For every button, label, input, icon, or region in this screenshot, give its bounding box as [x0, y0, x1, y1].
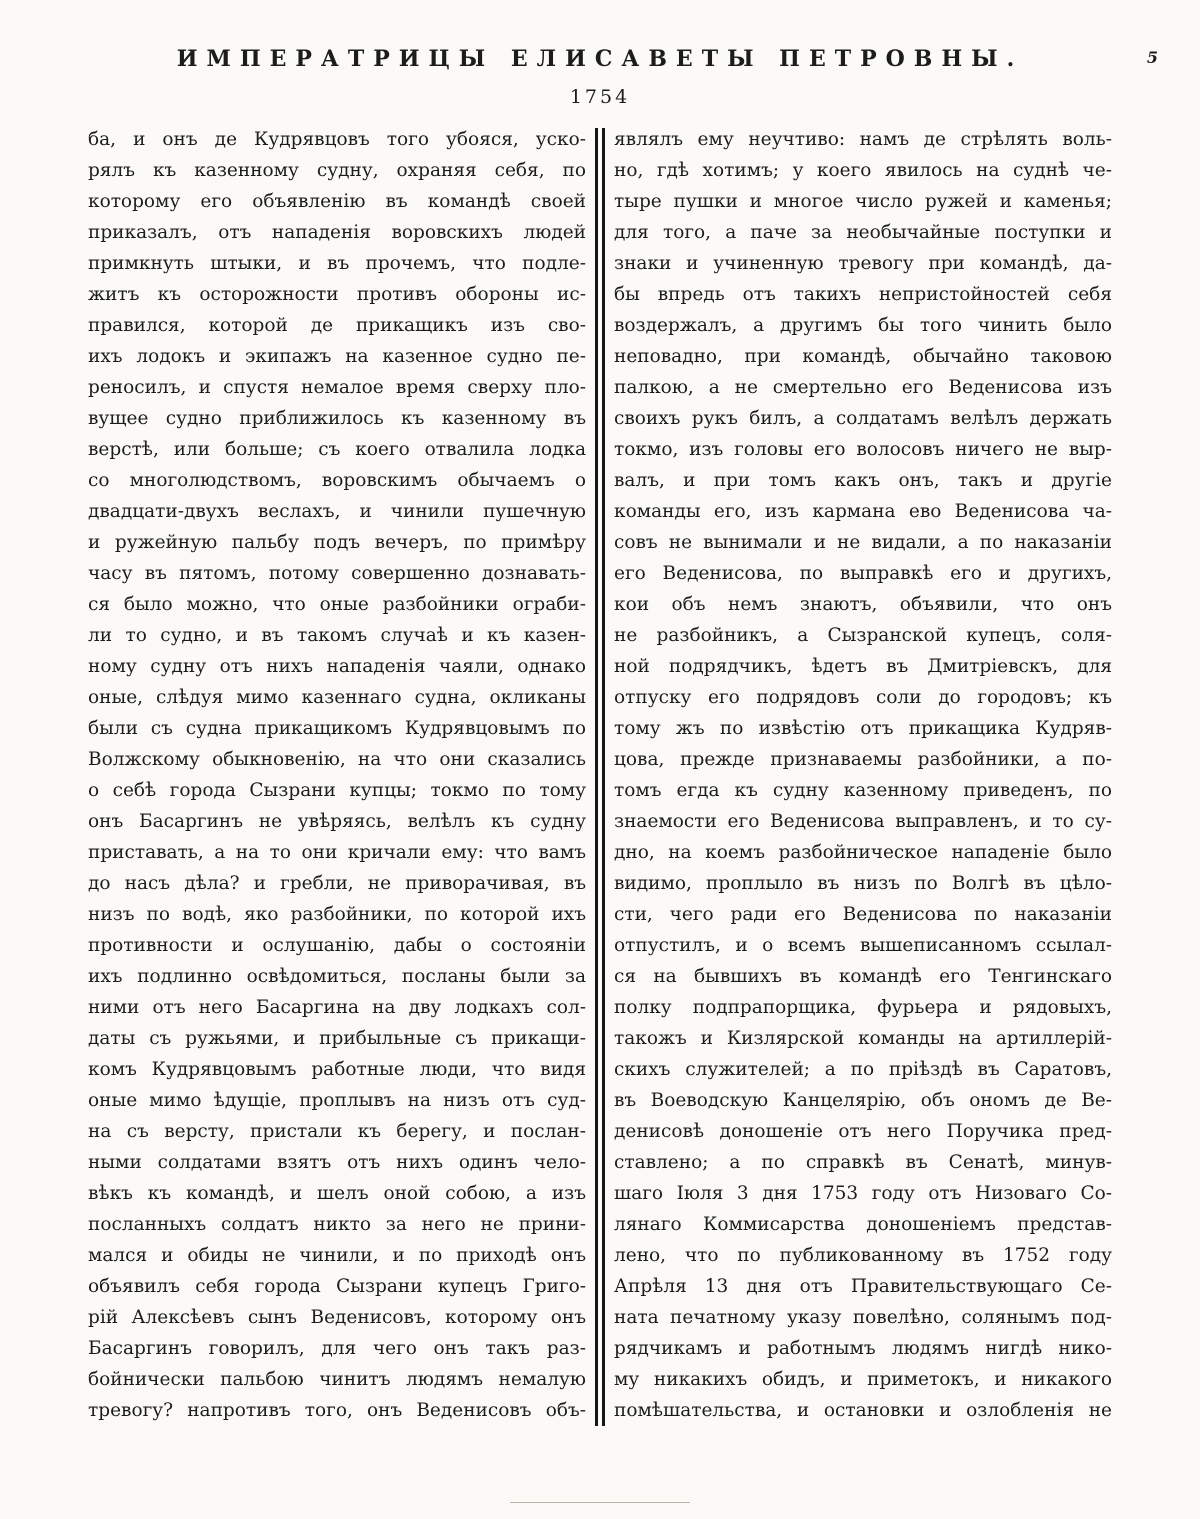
page-number: 5: [1146, 48, 1158, 67]
text-line: приказалъ, отъ нападенія воровскихъ людей: [88, 222, 586, 243]
text-line: Басаргинъ говорилъ, для чего онъ такъ раз-: [88, 1338, 586, 1359]
text-line: дно, на коемъ разбойническое нападеніе было: [614, 842, 1112, 863]
text-line: му никакихъ обидъ, и приметокъ, и никакого: [614, 1369, 1112, 1390]
left-text-column: [88, 124, 586, 1426]
text-line: команды его, изъ кармана ево Веденисова ча-: [614, 501, 1112, 522]
text-line: вущее судно приближилось къ казенному въ: [88, 408, 586, 429]
text-line: такожъ и Кизлярской команды на артиллерій-: [614, 1028, 1112, 1049]
text-line: его Веденисова, по выправкѣ его и другихъ,: [614, 563, 1112, 584]
text-line: полку подпрапорщика, фурьера и рядовыхъ,: [614, 997, 1112, 1018]
text-line: приставать, а на то они кричали ему: что вамъ: [88, 842, 586, 863]
text-line: денисовѣ доношеніе отъ него Поручика пред-: [614, 1121, 1112, 1142]
two-column-text-block: [88, 124, 1112, 1426]
text-line: часу въ пятомъ, потому совершенно дознавать-: [88, 563, 586, 584]
text-line: рій Алексѣевъ сынъ Веденисовъ, которому онъ: [88, 1307, 586, 1328]
text-line: житъ къ осторожности противъ обороны ис-: [88, 284, 586, 305]
text-line: противности и ослушанію, дабы о состояніи: [88, 935, 586, 956]
text-line: видимо, проплыло въ низъ по Волгѣ въ цѣло-: [614, 873, 1112, 894]
text-line: сти, чего ради его Веденисова по наказаніи: [614, 904, 1112, 925]
text-line: со многолюдствомъ, воровскимъ обычаемъ о: [88, 470, 586, 491]
text-line: ихъ лодокъ и экипажъ на казенное судно пе-: [88, 346, 586, 367]
text-line: и ружейную пальбу подъ вечеръ, по примѣру: [88, 532, 586, 553]
text-line: валъ, и при томъ какъ онъ, такъ и другіе: [614, 470, 1112, 491]
text-line: даты съ ружьями, и прибыльные съ прикащи-: [88, 1028, 586, 1049]
text-line: ными солдатами взятъ отъ нихъ одинъ чело-: [88, 1152, 586, 1173]
text-line: о себѣ города Сызрани купцы; токмо по тому: [88, 780, 586, 801]
page-header: [88, 46, 1158, 80]
page-title: ИМПЕРАТРИЦЫ ЕЛИСАВЕТЫ ПЕТРОВНЫ.: [176, 46, 1024, 72]
text-line: лено, что по публикованному въ 1752 году: [614, 1245, 1112, 1266]
text-line: ними отъ него Басаргина на дву лодкахъ сол-: [88, 997, 586, 1018]
text-line: были съ судна прикащикомъ Кудрявцовымъ по: [88, 718, 586, 739]
text-line: отпуску его подрядовъ соли до городовъ; къ: [614, 687, 1112, 708]
text-line: Волжскому обыкновенію, на что они сказались: [88, 749, 586, 770]
text-line: ной подрядчикъ, ѣдетъ въ Дмитріевскъ, для: [614, 656, 1112, 677]
text-line: примкнуть штыки, и въ прочемъ, что подле-: [88, 253, 586, 274]
text-line: своихъ рукъ билъ, а солдатамъ велѣлъ держать: [614, 408, 1112, 429]
year-heading: 1754: [569, 86, 631, 108]
text-line: ся на бывшихъ въ командѣ его Тенгинскаго: [614, 966, 1112, 987]
text-line: тому жъ по извѣстію отъ прикащика Кудряв-: [614, 718, 1112, 739]
text-line: кои объ немъ знаютъ, объявили, что онъ: [614, 594, 1112, 615]
text-line: посланныхъ солдатъ никто за него не прини-: [88, 1214, 586, 1235]
text-line: ната печатному указу повелѣно, солянымъ под-: [614, 1307, 1112, 1328]
text-line: палкою, а не смертельно его Веденисова изъ: [614, 377, 1112, 398]
text-line: оные, слѣдуя мимо казеннаго судна, окликаны: [88, 687, 586, 708]
text-line: цова, прежде признаваемы разбойники, а по-: [614, 749, 1112, 770]
text-line: токмо, изъ головы его волосовъ ничего не выр-: [614, 439, 1112, 460]
text-line: оные мимо ѣдущіе, проплывъ на низъ отъ суд-: [88, 1090, 586, 1111]
text-line: Апрѣля 13 дня отъ Правительствующаго Се-: [614, 1276, 1112, 1297]
text-line: ли то судно, и въ такомъ случаѣ и къ казен-: [88, 625, 586, 646]
text-line: но, гдѣ хотимъ; у коего явилось на суднѣ че-: [614, 160, 1112, 181]
text-line: совъ не вынимали и не видали, а по наказаніи: [614, 532, 1112, 553]
text-line: скихъ служителей; а по пріѣздѣ въ Саратовъ,: [614, 1059, 1112, 1080]
text-line: не разбойникъ, а Сызранской купецъ, соля-: [614, 625, 1112, 646]
text-line: шаго Іюля 3 дня 1753 году отъ Низоваго Со-: [614, 1183, 1112, 1204]
text-line: неповадно, при командѣ, обычайно таковою: [614, 346, 1112, 367]
footer-rule: [510, 1502, 690, 1503]
text-line: въ Воеводскую Канцелярію, объ ономъ де Ве-: [614, 1090, 1112, 1111]
text-line: онъ Басаргинъ не увѣряясь, велѣлъ къ судну: [88, 811, 586, 832]
text-line: объявилъ себя города Сызрани купецъ Григо-: [88, 1276, 586, 1297]
text-line: лянаго Коммисарства доношеніемъ представ-: [614, 1214, 1112, 1235]
right-text-column: [614, 124, 1112, 1426]
text-line: до насъ дѣла? и гребли, не приворачивая, въ: [88, 873, 586, 894]
text-line: знаемости его Веденисова выправленъ, и то су-: [614, 811, 1112, 832]
text-line: верстѣ, или больше; съ коего отвалила лодка: [88, 439, 586, 460]
text-line: мался и обиды не чинили, и по приходѣ онъ: [88, 1245, 586, 1266]
text-line: ба, и онъ де Кудрявцовъ того убояся, уско-: [88, 129, 586, 150]
text-line: томъ егда къ судну казенному приведенъ, по: [614, 780, 1112, 801]
text-line: воздержалъ, а другимъ бы того чинить было: [614, 315, 1112, 336]
text-line: низъ по водѣ, яко разбойники, по которой ихъ: [88, 904, 586, 925]
text-line: правился, которой де прикащикъ изъ сво-: [88, 315, 586, 336]
text-line: ставлено; а по справкѣ въ Сенатѣ, минув-: [614, 1152, 1112, 1173]
text-line: рядчикамъ и работнымъ людямъ нигдѣ нико-: [614, 1338, 1112, 1359]
text-line: тревогу? напротивъ того, онъ Веденисовъ объ-: [88, 1400, 586, 1421]
text-line: помѣшательства, и остановки и озлобленія не: [614, 1400, 1112, 1421]
text-line: которому его объявленію въ командѣ своей: [88, 191, 586, 212]
text-line: бойнически пальбою чинитъ людямъ немалую: [88, 1369, 586, 1390]
text-line: знаки и учиненную тревогу при командѣ, да-: [614, 253, 1112, 274]
text-line: являлъ ему неучтиво: намъ де стрѣлять воль-: [614, 129, 1112, 150]
text-line: ному судну отъ нихъ нападенія чаяли, однако: [88, 656, 586, 677]
text-line: ихъ подлинно освѣдомиться, посланы были за: [88, 966, 586, 987]
text-line: вѣкъ къ командѣ, и шелъ оной собою, а изъ: [88, 1183, 586, 1204]
text-line: двадцати-двухъ веслахъ, и чинили пушечную: [88, 501, 586, 522]
text-line: реносилъ, и спустя немалое время сверху пло-: [88, 377, 586, 398]
text-line: на съ версту, пристали къ берегу, и послан-: [88, 1121, 586, 1142]
text-line: отпустилъ, и о всемъ вышеписанномъ ссылал-: [614, 935, 1112, 956]
text-line: для того, а паче за необычайные поступки и: [614, 222, 1112, 243]
text-line: комъ Кудрявцовымъ работные люди, что видя: [88, 1059, 586, 1080]
column-divider-rule: [595, 128, 605, 1426]
text-line: рялъ къ казенному судну, охраняя себя, по: [88, 160, 586, 181]
text-line: бы впредь отъ такихъ непристойностей себя: [614, 284, 1112, 305]
text-line: тыре пушки и многое число ружей и каменья;: [614, 191, 1112, 212]
text-line: ся было можно, что оные разбойники ограби-: [88, 594, 586, 615]
